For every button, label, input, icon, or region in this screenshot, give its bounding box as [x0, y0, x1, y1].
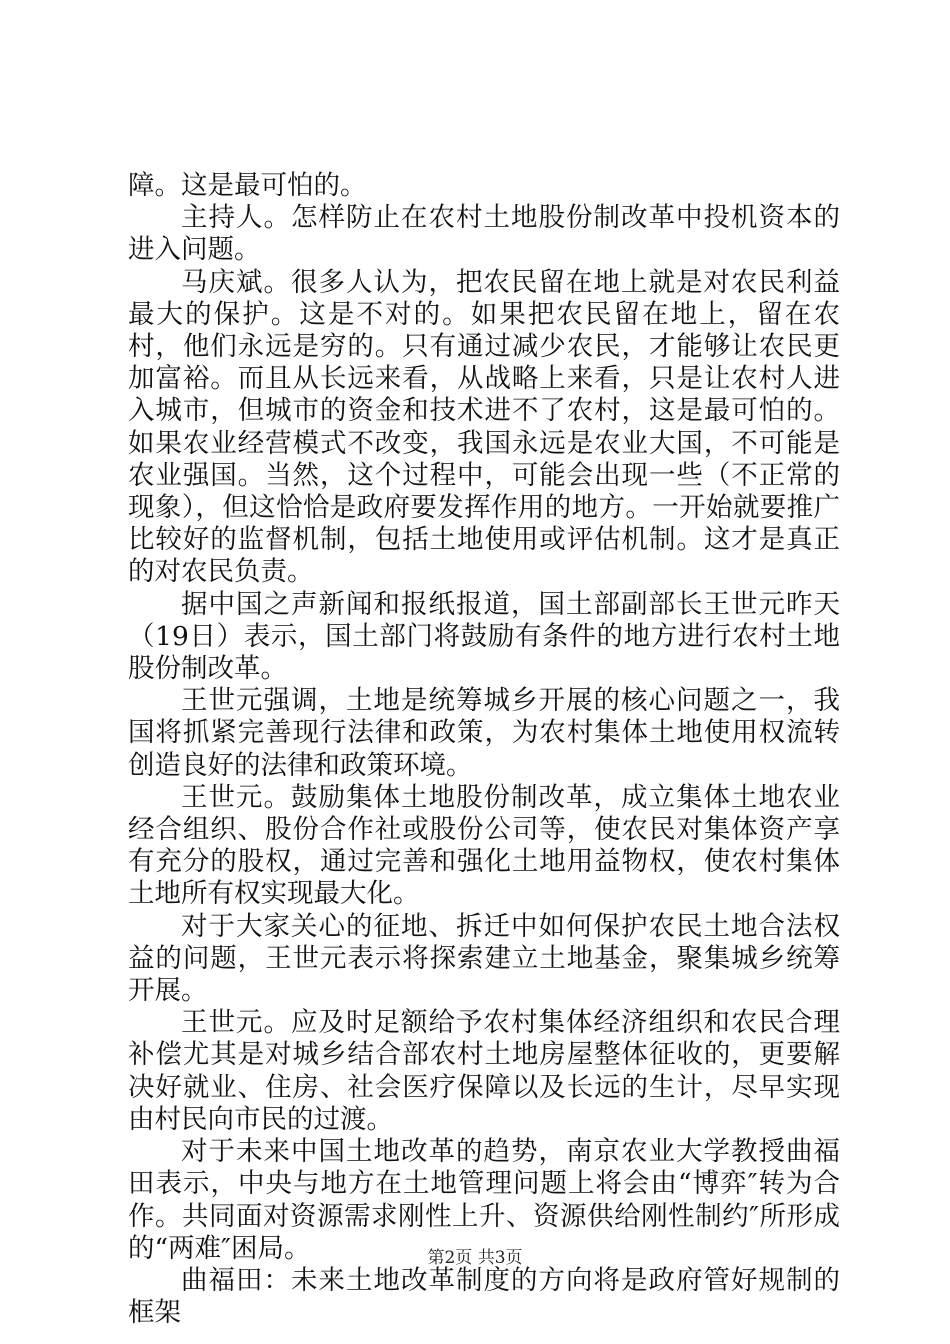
paragraph-wang-quote-2: 王世元。应及时足额给予农村集体经济组织和农民合理补偿尤其是对城乡结合部农村土地房屋整体征收的，更要解决好就业、住房、社会医疗保障以及长远的生计，尽早实现由村民向市民的过渡。	[128, 1007, 840, 1135]
paragraph-wang-quote-1: 王世元。鼓励集体土地股份制改革，成立集体土地农业经合组织、股份合作社或股份公司等，使农民对集体资产享有充分的股权，通过完善和强化土地用益物权，使农村集体土地所有权实现最大化。	[128, 781, 840, 910]
paragraph-wang-emphasis: 王世元强调，土地是统筹城乡开展的核心问题之一，我国将抓紧完善现行法律和政策，为农村集体土地使用权流转创造良好的法律和政策环境。	[128, 685, 840, 781]
paragraph-qu-futian: 曲福田：未来土地改革制度的方向将是政府管好规制的框架	[128, 1264, 840, 1329]
paragraph-host-question: 主持人。怎样防止在农村土地股份制改革中投机资本的进入问题。	[128, 202, 840, 266]
paragraph-continuation: 障。这是最可怕的。	[128, 170, 367, 201]
paragraph-land-acquisition: 对于大家关心的征地、拆迁中如何保护农民土地合法权益的问题，王世元表示将探索建立土地基金，聚集城乡统筹开展。	[128, 910, 840, 1007]
paragraph-future-trend: 对于未来中国土地改革的趋势，南京农业大学教授曲福田表示，中央与地方在土地管理问题上将会由“博弈″转为合作。共同面对资源需求刚性上升、资源供给刚性制约″所形成的“两难″困局。	[128, 1136, 840, 1264]
page-number-footer: 第2页 共3页	[427, 1248, 523, 1268]
paragraph-ma-qingbin: 马庆斌。很多人认为，把农民留在地上就是对农民利益最大的保护。这是不对的。如果把农民留在地上，留在农村，他们永远是穷的。只有通过减少农民，才能够让农民更加富裕。而且从长远来看，从战略上来看，只是让农村人进入城市，但城市的资金和技术进不了农村，这是最可怕的。如果农业经营模式不改变，我国永远是农业大国，不可能是农业强国。当然，这个过程中，可能会出现一些（不正常的现象），但这恰恰是政府要发挥作用的地方。一开始就要推广比较好的监督机制，包括土地使用或评估机制。这才是真正的对农民负责。	[128, 266, 840, 588]
paragraph-news-report: 据中国之声新闻和报纸报道，国土部副部长王世元昨天（19日）表示，国土部门将鼓励有条件的地方进行农村土地股份制改革。	[128, 588, 840, 685]
document-body	[128, 170, 840, 1329]
